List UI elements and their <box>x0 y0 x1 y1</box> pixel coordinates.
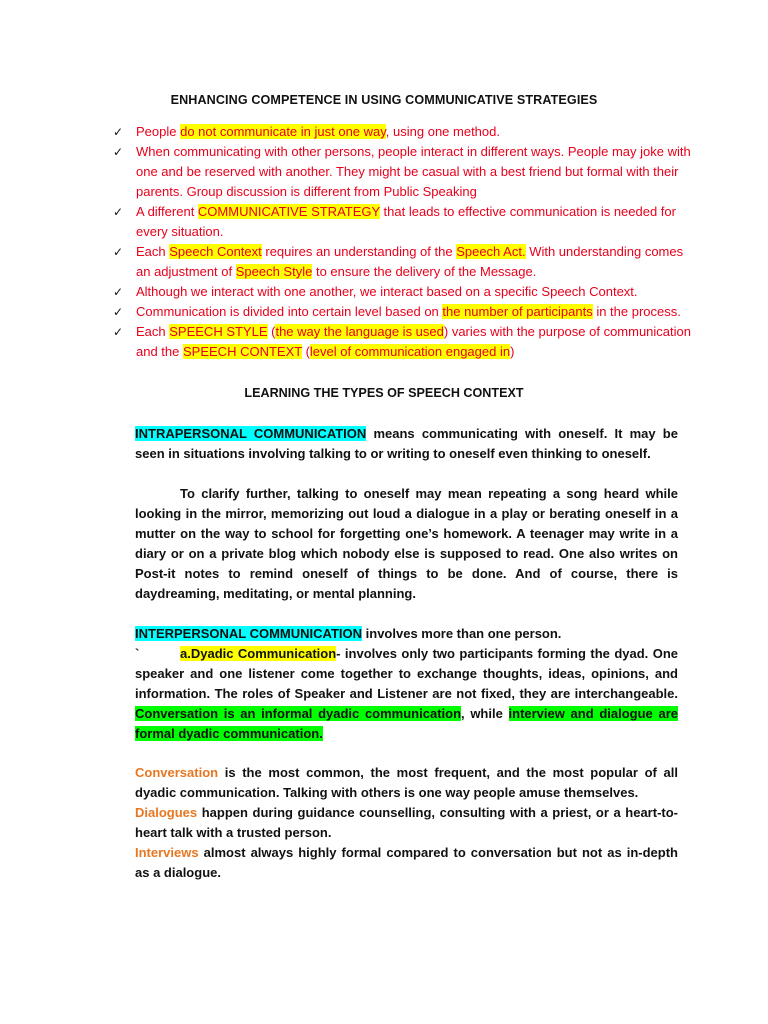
document-title: ENHANCING COMPETENCE IN USING COMMUNICATIVE STRATEGIES <box>170 93 598 107</box>
type-interviews: Interviews almost always highly formal compared to conversation but not as in-depth as a dialogue. <box>135 845 678 880</box>
type-dialogues: Dialogues happen during guidance counselling, consulting with a priest, or a heart-to-heart talk with a trusted person. <box>135 805 678 840</box>
intrapersonal-paragraph: INTRAPERSONAL COMMUNICATION means communicating with oneself. It may be seen in situations involving talking to or writing to oneself even thinking to oneself. <box>135 426 678 461</box>
checkmark-icon: ✓ <box>113 205 124 219</box>
dyadic-types <box>135 763 678 883</box>
bullet-item: ✓ Communication is divided into certain level based on the number of participants in the process. <box>113 302 693 322</box>
bullet-item: ✓ Although we interact with one another, we interact based on a specific Speech Context. <box>113 282 693 302</box>
bullet-item: ✓ When communicating with other persons, people interact in different ways. People may joke with one and be reserved with another. They might be casual with a best friend but formal with their parents. Group discussion is different from Public Speaking <box>113 144 691 199</box>
bullet-item: ✓ Each Speech Context requires an understanding of the Speech Act. With understanding comes an adjustment of Speech Style to ensure the delivery of the Message. <box>113 244 684 279</box>
dyadic-term: a.Dyadic Communication <box>180 646 337 661</box>
type-conversation: Conversation is the most common, the most frequent, and the most popular of all dyadic communication. Talking with others is one way people amuse themselves. <box>135 765 678 800</box>
checkmark-icon: ✓ <box>113 145 124 159</box>
bullet-item: ✓ Each SPEECH STYLE (the way the language is used) varies with the purpose of communication and the SPEECH CONTEXT (level of communication engaged in) <box>113 324 691 359</box>
checkmark-icon: ✓ <box>113 245 124 259</box>
intrapersonal-term: INTRAPERSONAL COMMUNICATION <box>135 426 367 441</box>
bullet-list <box>113 122 693 362</box>
checkmark-icon: ✓ <box>113 325 124 339</box>
checkmark-icon: ✓ <box>113 285 124 299</box>
checkmark-icon: ✓ <box>113 125 124 139</box>
bullet-item: ✓ People do not communicate in just one way, using one method. <box>113 122 693 142</box>
clarify-paragraph: To clarify further, talking to oneself may mean repeating a song heard while looking in the mirror, memorizing out loud a dialogue in a play or berating oneself in a mutter on the way to school for forgetting one’s homework. A teenager may write in a diary or on a private blog which nobody else is supposed to read. One also writes on Post-it notes to remind oneself of things to be done. And of course, there is daydreaming, meditating, or mental planning. <box>135 486 678 601</box>
interpersonal-paragraph: INTERPERSONAL COMMUNICATION involves more than one person. ` a.Dyadic Communication- involves only two participants forming the dyad. One speaker and one listener come together to exchange thoughts, ideas, opinions, and information. The roles of Speaker and Listener are not fixed, they are interchangeable. Conversation is an informal dyadic communication, while interview and dialogue are formal dyadic communication. <box>135 626 679 741</box>
interpersonal-term: INTERPERSONAL COMMUNICATION <box>135 626 363 641</box>
checkmark-icon: ✓ <box>113 305 124 319</box>
bullet-item: ✓ A different COMMUNICATIVE STRATEGY that leads to effective communication is needed for every situation. <box>113 204 676 239</box>
section-subtitle: LEARNING THE TYPES OF SPEECH CONTEXT <box>244 386 524 400</box>
